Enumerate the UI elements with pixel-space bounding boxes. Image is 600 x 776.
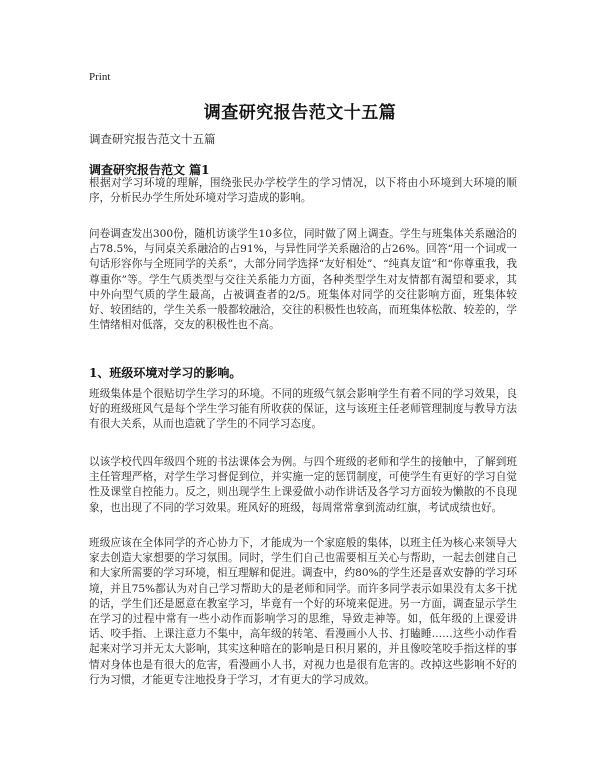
paragraph-class-collective: 班级集体是个很贴切学生学习的环境。不同的班级气氛会影响学生有着不同的学习效果，良好的班级班风气是每个学生学习能有所收获的保证，这与该班主任老师管理制度与教导方法有很大关系，从而也造就了学生的不同学习态度。 xyxy=(89,388,517,431)
paragraph-calligraphy-example: 以该学校代四年级四个班的书法课体会为例。与四个班级的老师和学生的接触中，了解到班主任管理严格，对学生学习督促到位，并实施一定的惩罚制度，可使学生有更好的学习自觉性及课堂自控能力。反之，则出现学生上课爱做小动作讲话及各学习方面较为懒散的不良现象，也出现了不同的学习效果。班风好的班级，每周常常拿到流动红旗，考试成绩也好。 xyxy=(89,456,517,514)
print-link[interactable]: Print xyxy=(89,71,111,83)
section-heading-1: 调查研究报告范文 篇1 xyxy=(89,163,210,177)
page-title: 调查研究报告范文十五篇 xyxy=(203,103,397,123)
section-heading-class-environment: 1、班级环境对学习的影响。 xyxy=(89,366,242,380)
paragraph-survey: 问卷调查发出300份，随机访谈学生10多位，同时做了网上调查。学生与班集体关系融洽的占78.5%，与同桌关系融洽的占91%，与异性同学关系融洽的占26%。回答“用一个词或一句话形容你与全班同学的关系”，大部分同学选择“友好相处”、“纯真友谊”和“你尊重我，我尊重你”等。学生气质类型与交往关系能力方面，各种类型学生对友情都有渴望和要求，其中外向型气质的学生最高，占被调查者的2/5。班集体对同学的交往影响方面，班集体较好、较团结的，学生关系一般都较融洽，交往的积极性也较高，而班集体松散、较差的，学生情绪相对低落，交友的积极性也不高。 xyxy=(89,228,517,332)
paragraph-intro: 根据对学习环境的理解，围绕张民办学校学生的学习情况，以下将由小环境到大环境的顺序，分析民办学生所处环境对学习造成的影响。 xyxy=(89,177,517,205)
page-subtitle: 调查研究报告范文十五篇 xyxy=(89,132,216,146)
paragraph-class-cooperation: 班级应该在全体同学的齐心协力下，才能成为一个家庭般的集体，以班主任为核心来领导大家去创造大家想要的学习氛围。同时，学生们自己也需要相互关心与帮助，一起去创建自己和大家所需要的学习环境，相互理解和促进。调查中，约80%的学生还是喜欢安静的学习环境，并且75%都认为对自己学习帮助大的是老师和同学。而许多同学表示如果没有太多干扰的话，学生们还是愿意在教室学习，毕竟有一个好的环境来促进。另一方面，调查显示学生在学习的过程中常有一些小动作而影响学习的思维，导致走神等。如，低年级的上课爱讲话、咬手指、上课注意力不集中，高年级的转笔、看漫画小人书、打瞌睡……这些小动作看起来对学习并无太大影响，其实这种暗在的影响是日积月累的，并且像咬笔咬手指这样的事情对身体也是有很大的危害，看漫画小人书，对视力也是很有危害的。改掉这些影响不好的行为习惯，才能更专注地投身于学习，才有更大的学习成效。 xyxy=(89,537,517,686)
